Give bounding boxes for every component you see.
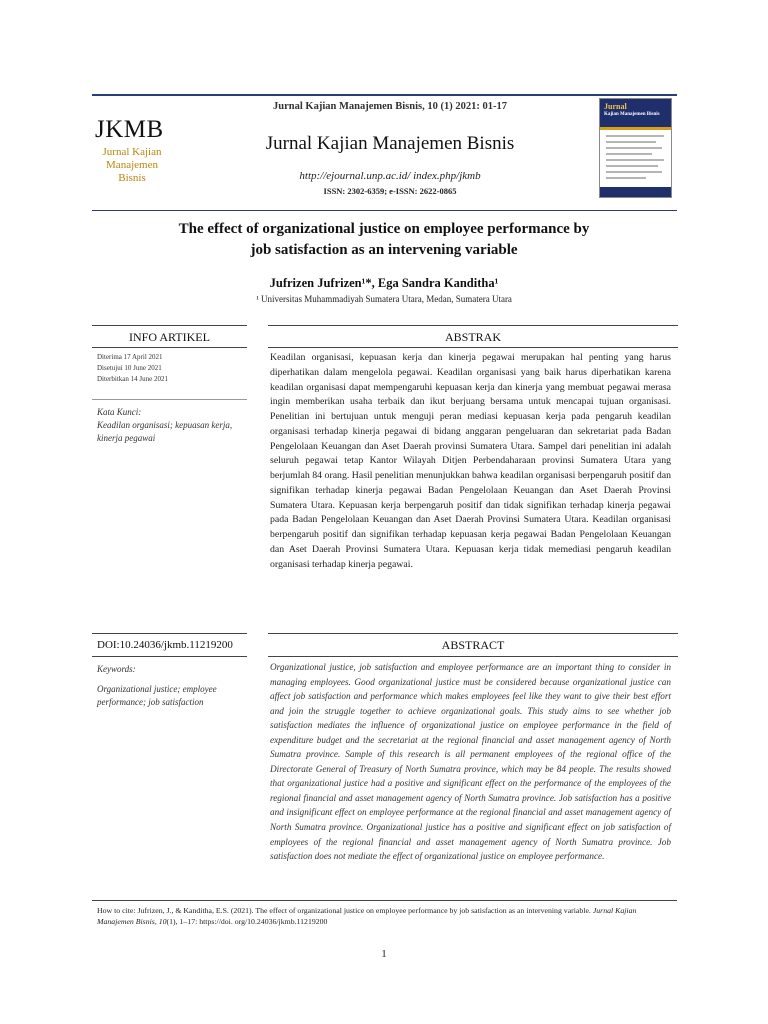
authors: Jufrizen Jufrizen¹*, Ega Sandra Kanditha¹: [269, 276, 499, 290]
keywords-text: Organizational justice; employee performance; job satisfaction: [97, 684, 217, 707]
how-to-cite: [97, 905, 671, 927]
abstrak-top-rule: [268, 325, 678, 326]
keywords-label: Keywords:: [97, 664, 136, 674]
info-bottom-rule: [92, 347, 247, 348]
cover-text-line: [606, 165, 658, 167]
cover-text-line: [606, 159, 664, 161]
cover-footer: [600, 187, 671, 197]
journal-citation-line: Jurnal Kajian Manajemen Bisnis, 10 (1) 2021: 01-17: [273, 101, 507, 112]
header-bottom-rule: [92, 210, 677, 211]
cover-band: [600, 127, 671, 130]
info-heading: INFO ARTIKEL: [129, 330, 210, 344]
cover-text-line: [606, 135, 664, 137]
journal-issn: ISSN: 2302-6359; e-ISSN: 2622-0865: [323, 186, 457, 196]
cite-journal: Jurnal Kajian Manajemen Bisnis, 10: [97, 906, 637, 926]
logo-sub-line: Bisnis: [118, 172, 146, 184]
date-published: Diterbitkan 14 June 2021: [97, 375, 168, 383]
keywords-block: [97, 663, 262, 709]
journal-title: Jurnal Kajian Manajemen Bisnis: [265, 133, 515, 154]
date-accepted: Disetujui 10 June 2021: [97, 364, 162, 372]
cover-subtitle: Kajian Manajemen Bisnis: [604, 112, 660, 117]
header-top-rule: [92, 94, 677, 96]
kata-kunci-text: Keadilan organisasi; kepuasan kerja, kinerja pegawai: [97, 420, 233, 443]
doi-link[interactable]: DOI:10.24036/jkmb.11219200: [97, 639, 233, 651]
logo-sub-line: Jurnal Kajian: [102, 146, 162, 158]
kata-kunci-block: [97, 406, 262, 445]
title-line: job satisfaction as an intervening variable: [250, 242, 518, 258]
title-line: The effect of organizational justice on employee performance by: [178, 221, 590, 237]
doi-bottom-rule: [92, 656, 247, 657]
abstract-text: Organizational justice, job satisfaction and employee performance are an important thing to consider in managing employees. Good organizational justice must be considered because organizational justice can affect job satisfaction and performance which makes employees feel like they want to give their best effort and join the struggle together to achieve organizational goals. This study aims to see whether job satisfaction mediates the influence of organizational justice on employee performance in the field of expenditure budget and the secretariat at the regional financial and asset management agency of North Sumatra province. Sample of this research is all permanent employees of the regional office of the Directorate General of Treasury of North Sumatra province, which may be 84 people. The results showed that organizational justice had a positive and significant effect on the performance of the employees of the regional financial and asset management agency of North Sumatra province. Job satisfaction has a positive and insignificant effect on employee performance at the regional financial and asset management agency of North Sumatra province. Organizational justice has a positive and significant effect on job satisfaction of employees of the regional financial and asset management agency of North Sumatra province. Job satisfaction does not mediate the effect of organizational justice on employee performance.: [270, 662, 671, 862]
cite-prefix: How to cite: Jufrizen, J., & Kanditha, E.S. (2021). The effect of organizational justice on employee performance by job satisfaction as an intervening variable.: [97, 906, 591, 915]
journal-url[interactable]: http://ejournal.unp.ac.id/ index.php/jkmb: [299, 170, 481, 182]
journal-logo: JKMB: [95, 116, 164, 143]
abstract-heading: ABSTRACT: [441, 638, 505, 652]
page-number: 1: [381, 948, 387, 960]
cover-header: [600, 99, 671, 127]
journal-cover-thumbnail: [599, 98, 672, 198]
doi-top-rule: [92, 633, 247, 634]
cover-text-line: [606, 153, 652, 155]
cite-suffix: (1), 1–17: https://doi. org/10.24036/jkmb.11219200: [166, 917, 328, 926]
info-divider: [92, 399, 247, 400]
cover-text-line: [606, 141, 656, 143]
abstrak-heading: ABSTRAK: [444, 330, 501, 344]
journal-logo-subtitle: [96, 146, 168, 185]
cover-title: Jurnal: [604, 102, 627, 111]
abstrak-text: Keadilan organisasi, kepuasan kerja dan kinerja pegawai merupakan hal penting yang harus diperhatikan dalam mengelola pegawai. Keadilan organisasi yang baik harus diperhatikan karena keadilan organisasi dapat mempengaruhi kepuasan kerja dan kinerja yang membuat pegawai merasa ingin memberikan usaha terbaik dan ikut berjuang bersama untuk mencapai tujuan organisasi. Penelitian ini bertujuan untuk menguji peran mediasi kepuasan kerja pada pengaruh keadilan organisasi terhadap kinerja pegawai di bidang anggaran pengeluaran dan sekretariat pada Badan Pengelolaan Keuangan dan Aset Daerah provinsi Sumatera Utara. Sampel dari penelitian ini adalah seluruh pegawai tetap Kantor Wilayah Ditjen Perbendaharaan provinsi Sumatera Utara yang berjumlah 84 orang. Hasil penelitian menunjukkan bahwa keadilan organisasi berpengaruh positif dan signifikan terhadap kinerja pegawai Badan Pengelolaan Keuangan dan Aset Daerah Provinsi Sumatera Utara. Kepuasan kerja berpengaruh positif dan tidak signifikan terhadap kinerja pegawai pada Badan Pengelolaan Keuangan dan Aset Daerah Provinsi Sumatera Utara. Keadilan organisasi berpengaruh positif dan signifikan terhadap kepuasan kerja pegawai Badan Pengelolaan Keuangan dan Aset Daerah Provinsi Sumatera Utara. Kepuasan kerja tidak memediasi pengaruh keadilan organisasi terhadap kinerja pegawai.: [270, 352, 671, 570]
logo-sub-line: Manajemen: [106, 159, 158, 171]
abstract-bottom-rule: [268, 656, 678, 657]
date-received: Diterima 17 April 2021: [97, 353, 163, 361]
info-dates: [97, 352, 168, 385]
abstrak-bottom-rule: [268, 347, 678, 348]
kata-kunci-label: Kata Kunci:: [97, 407, 142, 417]
cover-text-line: [606, 177, 646, 179]
citation-top-rule: [92, 900, 677, 901]
cover-text-line: [606, 171, 662, 173]
cover-text-line: [606, 147, 662, 149]
paper-title: [120, 219, 648, 261]
info-top-rule: [92, 325, 247, 326]
abstract-top-rule: [268, 633, 678, 634]
affiliation: ¹ Universitas Muhammadiyah Sumatera Utara, Medan, Sumatera Utara: [256, 294, 512, 304]
